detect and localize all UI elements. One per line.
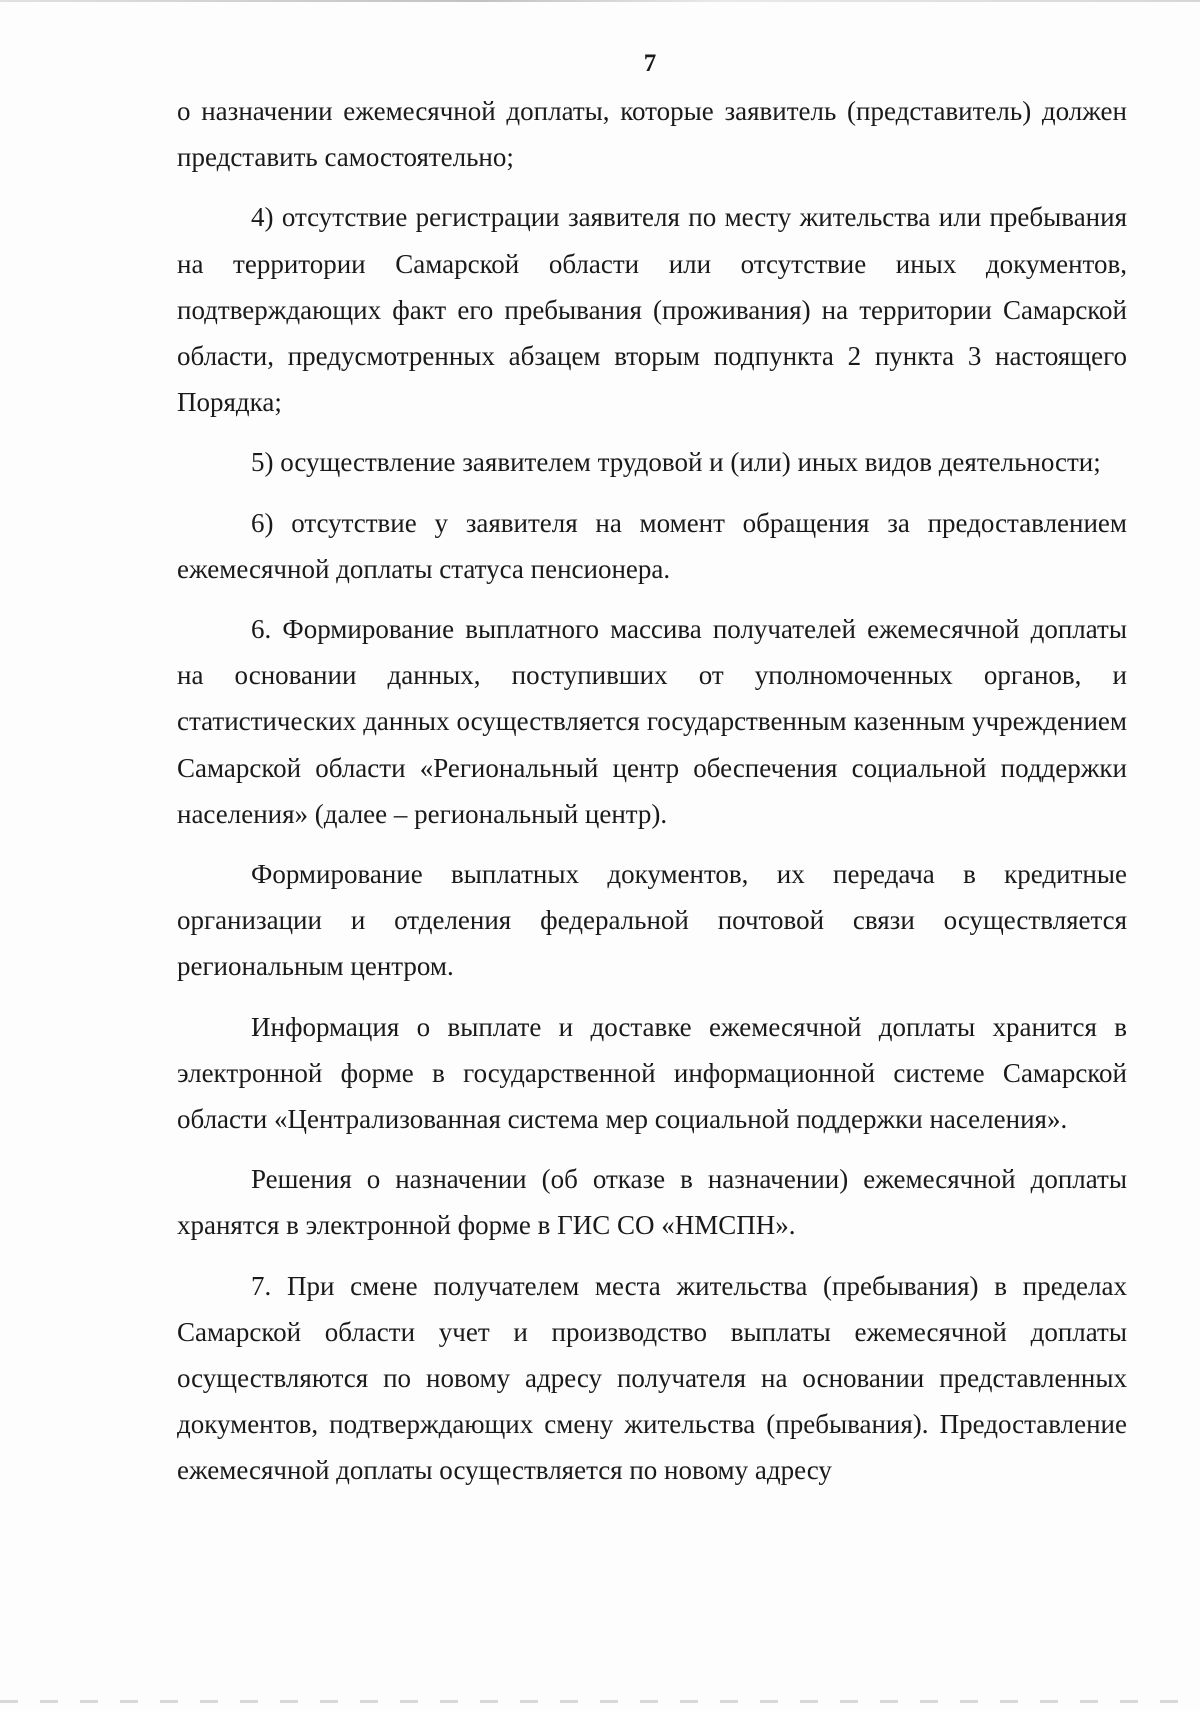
paragraph-item-4: 4) отсутствие регистрации заявителя по месту жительства или пребывания на территории Самарской области или отсутствие иных документов, подтверждающих факт его пребывания (проживания) на территории Самарской области, предусмотренных абзацем вторым подпункта 2 пункта 3 настоящего Порядка; — [177, 202, 1127, 418]
paragraph-payment-documents: Формирование выплатных документов, их передача в кредитные организации и отделения федеральной почтовой связи осуществляется региональным центром. — [177, 859, 1127, 982]
paragraph-item-5: 5) осуществление заявителем трудовой и (или) иных видов деятельности; — [251, 447, 1101, 478]
paragraph-decisions-storage: Решения о назначении (об отказе в назначении) ежемесячной доплаты хранятся в электронной форме в ГИС СО «НМСПН». — [177, 1164, 1127, 1241]
paragraph-section-6: 6. Формирование выплатного массива получателей ежемесячной доплаты на основании данных, поступивших от уполномоченных органов, и статистических данных осуществляется государственным казенным учреждением Самарской области «Региональный центр обеспечения социальной поддержки населения» (далее – региональный центр). — [177, 614, 1127, 829]
paragraph-item-6: 6) отсутствие у заявителя на момент обращения за предоставлением ежемесячной доплаты статуса пенсионера. — [177, 507, 1127, 584]
page-number: 7 — [643, 50, 657, 77]
scan-edge-bottom — [0, 1700, 1200, 1703]
paragraph-continuation: о назначении ежемесячной доплаты, которые заявитель (представитель) должен представить самостоятельно; — [177, 96, 1127, 173]
scan-edge-top — [0, 0, 1200, 2]
paragraph-section-7: 7. При смене получателем места жительства (пребывания) в пределах Самарской области учет и производство выплаты ежемесячной доплаты осуществляются по новому адресу получателя на основании представленных документов, подтверждающих смену жительства (пребывания). Предоставление ежемесячной доплаты осуществляется по новому адресу — [177, 1270, 1127, 1486]
document-body — [177, 88, 1127, 1494]
paragraph-information-storage: Информация о выплате и доставке ежемесячной доплаты хранится в электронной форме в государственной информационной системе Самарской области «Централизованная система мер социальной поддержки населения». — [177, 1011, 1127, 1135]
